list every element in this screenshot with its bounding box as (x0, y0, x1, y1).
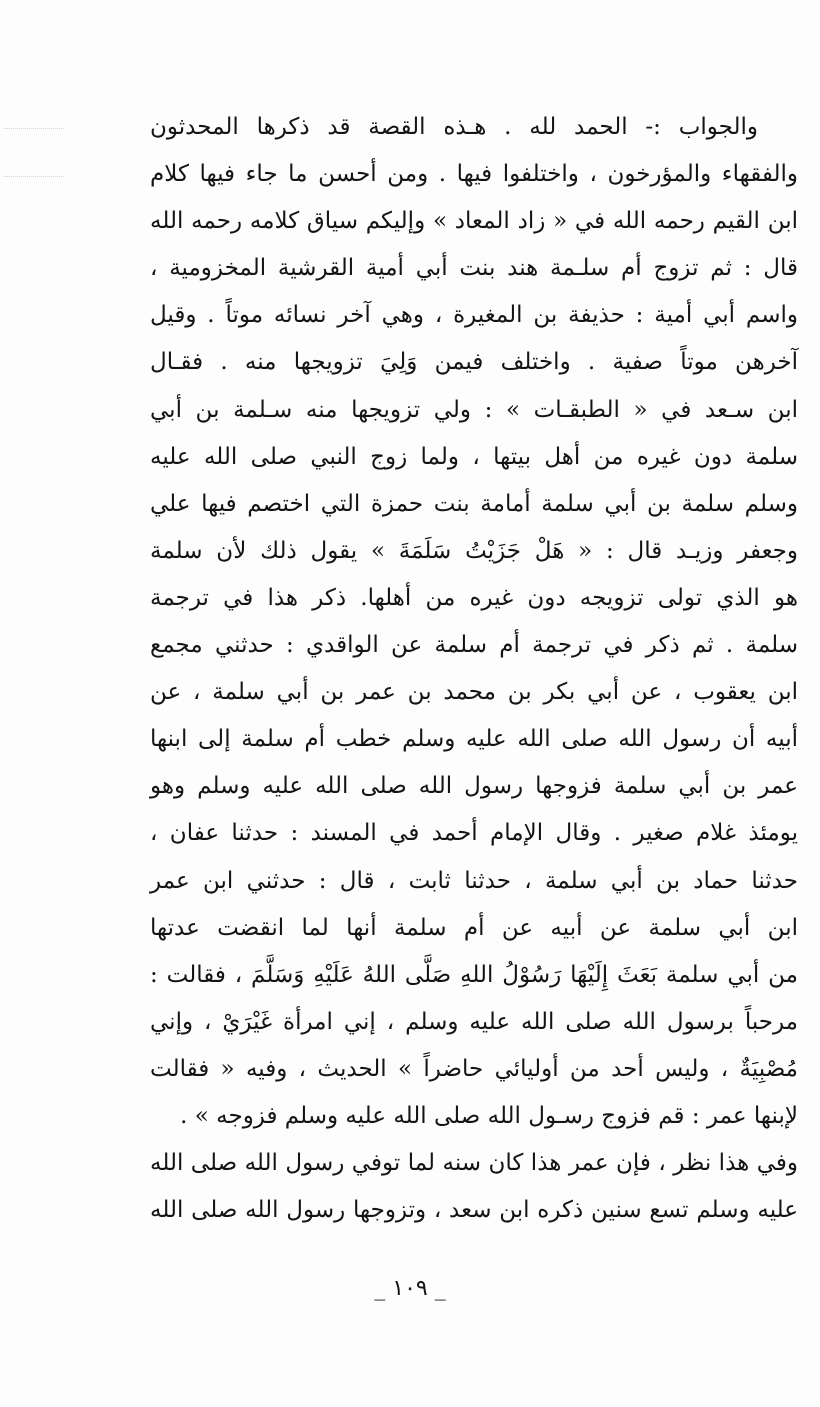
text-line: وسلم سلمة بن أبي سلمة أمامة بنت حمزة التي اختصم فيها علي (150, 490, 798, 517)
text-line: سلمة دون غيره من أهل بيتها ، ولما زوج النبي صلى الله عليه (150, 443, 798, 470)
text-line: حدثنا حماد بن أبي سلمة ، حدثنا ثابت ، قال : حدثني ابن عمر (150, 867, 798, 894)
text-line: عليه وسلم تسع سنين ذكره ابن سعد ، وتزوجها رسول الله صلى الله (150, 1197, 798, 1224)
text-line: ابن يعقوب ، عن أبي بكر بن محمد بن عمر بن أبي سلمة ، عن (150, 679, 798, 706)
text-line: يومئذ غلام صغير . وقال الإمام أحمد في المسند : حدثنا عفان ، (150, 820, 798, 847)
margin-mark (4, 176, 64, 178)
text-line: ابن أبي سلمة عن أبيه عن أم سلمة أنها لما انقضت عدتها (150, 914, 798, 941)
text-line: وجعفر وزيـد قال : « هَلْ جَزَيْتُ سَلَمَةَ » يقول ذلك لأن سلمة (150, 537, 798, 564)
text-line: قال : ثم تزوج أم سلـمة هند بنت أبي أمية القرشية المخزومية ، (150, 255, 798, 282)
text-line: واسم أبي أمية : حذيفة بن المغيرة ، وهي آخر نسائه موتاً . وقيل (150, 302, 798, 329)
text-line: ابن القيم رحمه الله في « زاد المعاد » وإليكم سياق كلامه رحمه الله (150, 208, 798, 235)
text-line: والفقهاء والمؤرخون ، واختلفوا فيها . ومن أحسن ما جاء فيها كلام (150, 161, 798, 188)
text-line: وفي هذا نظر ، فإن عمر هذا كان سنه لما توفي رسول الله صلى الله (150, 1150, 798, 1177)
body-text (150, 104, 798, 1234)
text-line: سلمة . ثم ذكر في ترجمة أم سلمة عن الواقدي : حدثني مجمع (150, 632, 798, 659)
text-line: لإبنها عمر : قم فزوج رسـول الله صلى الله عليه وسلم فزوجه » . (180, 1102, 798, 1129)
text-line: هو الذي تولى تزويجه دون غيره من أهلها. ذكر هذا في ترجمة (150, 584, 798, 611)
text-line: عمر بن أبي سلمة فزوجها رسول الله صلى الله عليه وسلم وهو (150, 773, 798, 800)
text-line: والجواب :- الحمد لله . هـذه القصة قد ذكرها المحدثون (150, 114, 758, 140)
text-line: مرحباً برسول الله صلى الله عليه وسلم ، إني امرأة غَيْرَيْ ، وإني (150, 1008, 798, 1035)
text-line: مُصْبِيَةٌ ، وليس أحد من أوليائي حاضراً » الحديث ، وفيه « فقالت (150, 1055, 798, 1082)
text-line: من أبي سلمة بَعَثَ إِلَيْهَا رَسُوْلُ اللهِ صَلَّى اللهُ عَلَيْهِ وَسَلَّمَ ، فقالت : (150, 961, 798, 988)
text-line: أبيه أن رسول الله صلى الله عليه وسلم خطب أم سلمة إلى ابنها (150, 726, 798, 753)
page-number: _ ١٠٩ _ (374, 1276, 446, 1301)
text-line: آخرهن موتاً صفية . واختلف فيمن وَلِيَ تزويجها منه . فقـال (150, 349, 798, 376)
text-line: ابن سـعد في « الطبقـات » : ولي تزويجها منه سـلمة بن أبي (150, 396, 798, 423)
margin-mark (4, 128, 64, 130)
